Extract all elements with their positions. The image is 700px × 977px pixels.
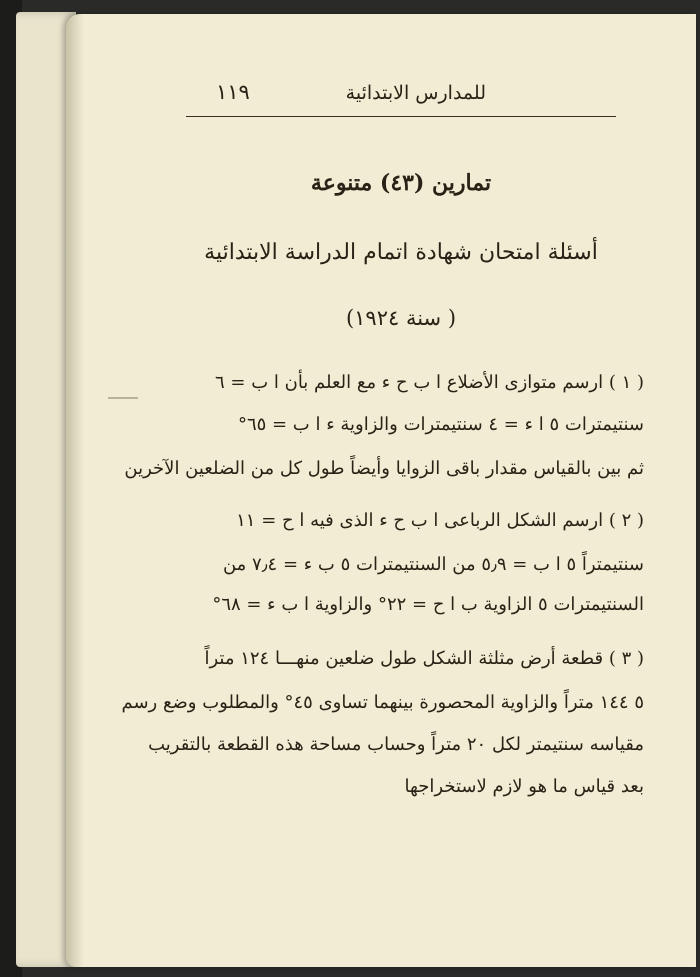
book-page: [66, 14, 696, 967]
exercise-title: تمارين (٤٣) متنوعة: [310, 170, 492, 196]
exercise-subtitle: أسئلة امتحان شهادة اتمام الدراسة الابتدائية: [204, 240, 598, 265]
question-3-line-3: مقياسه سنتيمتر لكل ٢٠ متراً وحساب مساحة هذه القطعة بالتقريب: [148, 734, 644, 755]
question-1-line-3: ثم بين بالقياس مقدار باقى الزوايا وأيضاً طول كل من الضلعين الآخرين: [124, 458, 644, 479]
question-2-line-1: ( ٢ ) ارسم الشكل الرباعى ا ب ح ء الذى فيه ا ح = ١١: [236, 510, 644, 531]
running-title: للمدارس الابتدائية: [345, 82, 486, 104]
question-1-line-1: ( ١ ) ارسم متوازى الأضلاع ا ب ح ء مع العلم بأن ا ب = ٦: [215, 372, 644, 393]
question-2-line-2: سنتيمتراً ٥ ا ب = ٥٫٩ من السنتيمترات ٥ ب ء = ٧٫٤ من: [222, 554, 644, 575]
question-3-line-2: ٥ ١٤٤ متراً والزاوية المحصورة بينهما تساوى ٤٥° والمطلوب وضع رسم: [121, 692, 644, 713]
question-3-line-4: بعد قياس ما هو لازم لاستخراجها: [404, 776, 644, 797]
page-header: [186, 78, 616, 118]
exercise-year: ( سنة ١٩٢٤): [345, 306, 457, 330]
question-2-line-3: السنتيمترات ٥ الزاوية ب ا ح = ٢٢° والزاوية ا ب ء = ٦٨°: [212, 594, 644, 615]
page-gutter-shadow: [66, 14, 84, 967]
page-number: ١١٩: [216, 80, 250, 104]
header-rule: [186, 116, 616, 117]
question-3-line-1: ( ٣ ) قطعة أرض مثلثة الشكل طول ضلعين منهـــا ١٢٤ متراً: [204, 648, 644, 669]
margin-mark: [108, 397, 138, 399]
question-1-line-2: سنتيمترات ٥ ا ء = ٤ سنتيمترات والزاوية ء ا ب = ٦٥°: [237, 414, 644, 435]
